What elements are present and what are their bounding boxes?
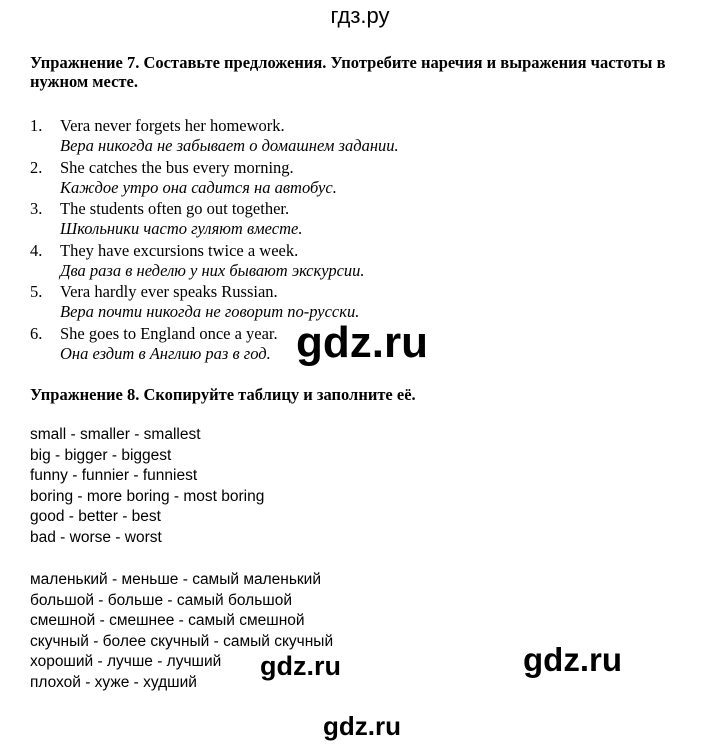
english-comparatives-list (30, 425, 264, 549)
exercise-8-heading: Упражнение 8. Скопируйте таблицу и заполните её. (30, 385, 416, 404)
item-number: 2. (30, 157, 43, 177)
list-item: смешной - смешнее - самый смешной (30, 612, 305, 630)
item-number: 3. (30, 199, 43, 218)
russian-translation: Школьники часто гуляют вместе. (60, 219, 303, 238)
item-number: 4. (30, 240, 43, 260)
list-item: большой - больше - самый большой (30, 591, 292, 609)
english-sentence: She goes to England once a year. (60, 323, 278, 343)
item-number: 5. (30, 282, 43, 301)
list-item: скучный - более скучный - самый скучный (30, 632, 334, 650)
watermark-logo: gdz.ru (323, 711, 401, 741)
list-item: маленький - меньше - самый маленький (30, 571, 321, 588)
item-number: 1. (30, 116, 43, 135)
site-title: гдз.ру (330, 3, 390, 28)
english-sentence: Vera hardly ever speaks Russian. (60, 282, 278, 301)
english-sentence: The students often go out together. (60, 199, 290, 218)
list-item: funny - funnier - funniest (30, 467, 198, 485)
list-item: small - smaller - smallest (30, 426, 201, 443)
russian-translation: Вера никогда не забывает о домашнем задании. (60, 136, 399, 155)
exercise-7-heading: Упражнение 7. Составьте предложения. Употребите наречия и выражения частоты в нужном месте. (30, 53, 666, 91)
list-item: good - better - best (30, 508, 161, 526)
list-item: плохой - хуже - худший (30, 673, 197, 691)
list-item: boring - more boring - most boring (30, 487, 265, 505)
russian-translation: Каждое утро она садится на автобус. (60, 177, 337, 197)
russian-translation: Два раза в неделю у них бывают экскурсии. (60, 260, 365, 280)
item-number: 6. (30, 323, 43, 343)
watermark-logo: gdz.ru (523, 641, 622, 678)
list-item: bad - worse - worst (30, 528, 162, 546)
list-item: хороший - лучше - лучший (30, 653, 222, 671)
english-sentence: She catches the bus every morning. (60, 157, 294, 177)
watermark-logo: gdz.ru (296, 318, 428, 367)
list-item: big - bigger - biggest (30, 446, 172, 464)
russian-translation: Вера почти никогда не говорит по-русски. (60, 302, 360, 321)
english-sentence: They have excursions twice a week. (60, 240, 299, 260)
watermark-logo: gdz.ru (260, 651, 341, 681)
english-sentence: Vera never forgets her homework. (60, 116, 285, 135)
russian-translation: Она ездит в Англию раз в год. (60, 343, 271, 363)
